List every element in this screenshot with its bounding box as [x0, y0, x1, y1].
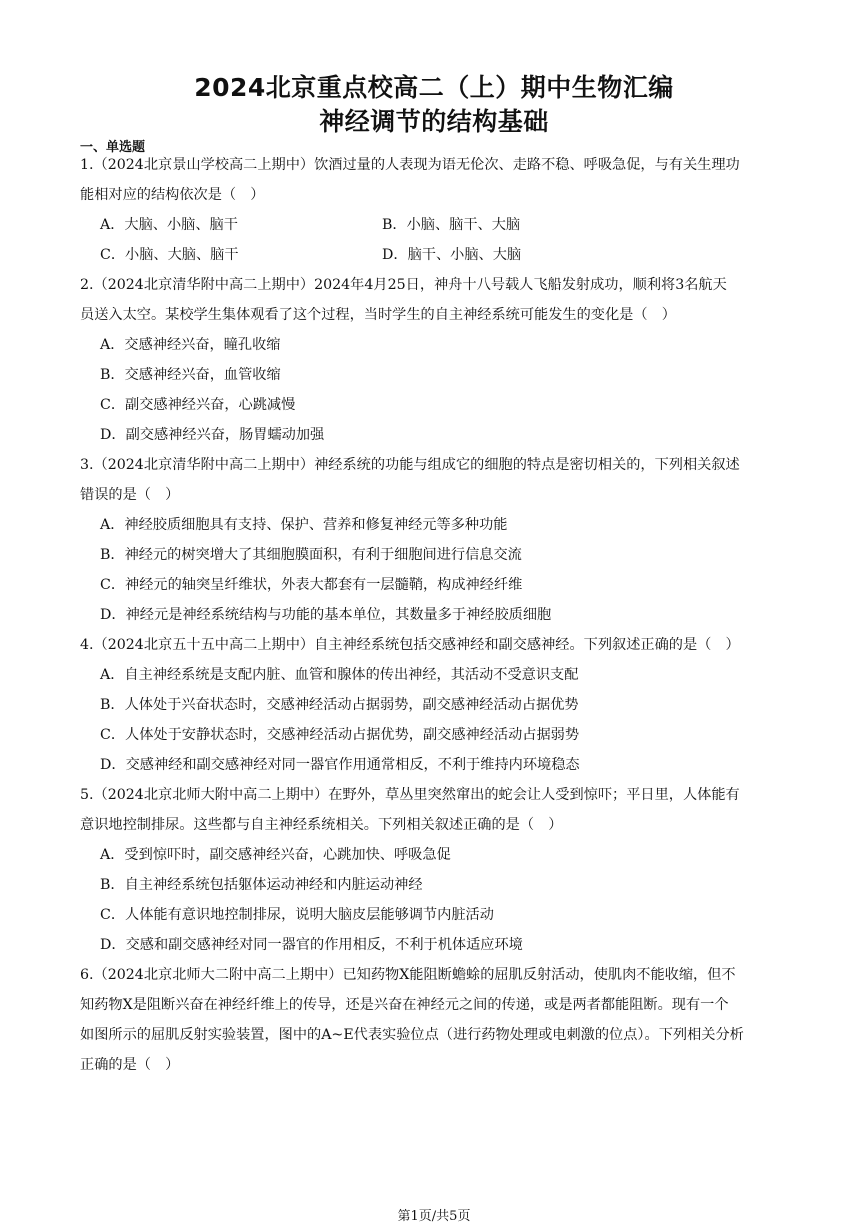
question-1-line-1: 1.（2024北京景山学校高二上期中）饮酒过量的人表现为语无伦次、走路不稳、呼吸急促，与有关生理功 [80, 157, 740, 173]
question-6-line-2: 知药物X是阻断兴奋在神经纤维上的传导，还是兴奋在神经元之间的传递，或是两者都能阻断。现有一个 [80, 997, 729, 1013]
question-2-option-c: C．副交感神经兴奋，心跳减慢 [100, 397, 296, 413]
question-4-option-a: A．自主神经系统是支配内脏、血管和腺体的传出神经，其活动不受意识支配 [100, 667, 579, 683]
question-1-option-b: B．小脑、脑干、大脑 [382, 217, 521, 233]
question-2-option-b: B．交感神经兴奋，血管收缩 [100, 367, 281, 383]
question-2-line-2: 员送入太空。某校学生集体观看了这个过程，当时学生的自主神经系统可能发生的变化是（ ） [80, 307, 676, 323]
question-5-option-c: C．人体能有意识地控制排尿，说明大脑皮层能够调节内脏活动 [100, 907, 494, 923]
question-3-option-c: C．神经元的轴突呈纤维状，外表大都套有一层髓鞘，构成神经纤维 [100, 577, 523, 593]
question-3-line-1: 3.（2024北京清华附中高二上期中）神经系统的功能与组成它的细胞的特点是密切相关的，下列相关叙述 [80, 457, 740, 473]
page-number: 第1页/共5页 [397, 1209, 471, 1224]
section-heading: 一、单选题 [80, 140, 146, 155]
question-3-option-a: A．神经胶质细胞具有支持、保护、营养和修复神经元等多种功能 [100, 517, 508, 533]
question-3-option-b: B．神经元的树突增大了其细胞膜面积，有利于细胞间进行信息交流 [100, 547, 522, 563]
question-2-option-d: D．副交感神经兴奋，肠胃蠕动加强 [100, 427, 325, 443]
document-title: 2024北京重点校高二（上）期中生物汇编 [194, 73, 674, 102]
question-2-line-1: 2.（2024北京清华附中高二上期中）2024年4月25日，神舟十八号载人飞船发射成功，顺利将3名航天 [80, 277, 727, 293]
question-1-line-2: 能相对应的结构依次是（ ） [80, 187, 265, 203]
question-3-option-d: D．神经元是神经系统结构与功能的基本单位，其数量多于神经胶质细胞 [100, 607, 552, 623]
question-2-option-a: A．交感神经兴奋，瞳孔收缩 [100, 337, 281, 353]
question-5-line-1: 5.（2024北京北师大附中高二上期中）在野外，草丛里突然窜出的蛇会让人受到惊吓；平日里，人体能有 [80, 787, 740, 803]
question-5-option-a: A．受到惊吓时，副交感神经兴奋，心跳加快、呼吸急促 [100, 847, 451, 863]
question-6-line-3: 如图所示的屈肌反射实验装置，图中的A~E代表实验位点（进行药物处理或电刺激的位点）。下列相关分析 [80, 1027, 744, 1043]
question-4-line-1: 4.（2024北京五十五中高二上期中）自主神经系统包括交感神经和副交感神经。下列叙述正确的是（ ） [80, 637, 740, 653]
question-1-option-d: D．脑干、小脑、大脑 [382, 247, 522, 263]
question-6-line-4: 正确的是（ ） [80, 1057, 180, 1073]
question-4-option-d: D．交感神经和副交感神经对同一器官作用通常相反，不利于维持内环境稳态 [100, 757, 580, 773]
question-5-option-b: B．自主神经系统包括躯体运动神经和内脏运动神经 [100, 877, 423, 893]
question-5-option-d: D．交感和副交感神经对同一器官的作用相反，不利于机体适应环境 [100, 937, 523, 953]
question-4-option-b: B．人体处于兴奋状态时，交感神经活动占据弱势，副交感神经活动占据优势 [100, 697, 579, 713]
question-1-option-a: A．大脑、小脑、脑干 [100, 217, 238, 233]
document-subtitle: 神经调节的结构基础 [319, 107, 549, 136]
question-5-line-2: 意识地控制排尿。这些都与自主神经系统相关。下列相关叙述正确的是（ ） [80, 817, 563, 833]
question-3-line-2: 错误的是（ ） [80, 487, 180, 503]
question-1-option-c: C．小脑、大脑、脑干 [100, 247, 239, 263]
question-4-option-c: C．人体处于安静状态时，交感神经活动占据优势，副交感神经活动占据弱势 [100, 727, 580, 743]
question-6-line-1: 6.（2024北京北师大二附中高二上期中）已知药物X能阻断蟾蜍的屈肌反射活动，使肌肉不能收缩，但不 [80, 967, 736, 983]
